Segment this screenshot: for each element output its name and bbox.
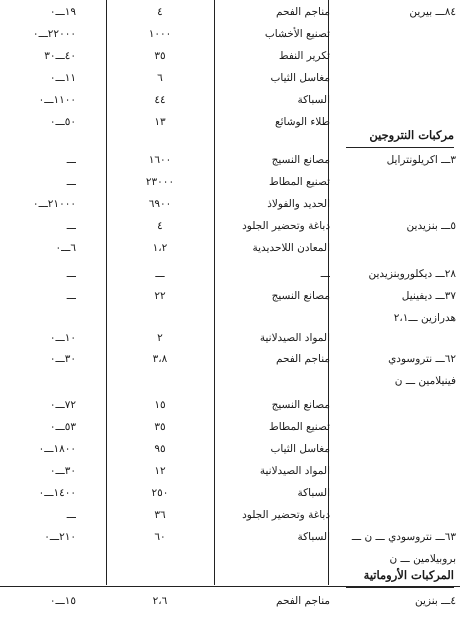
industry-cell: تصنيع المطاط	[268, 421, 330, 433]
range-cell: ـــ	[66, 220, 76, 232]
table-row	[0, 550, 460, 568]
industry-cell: دباغة وتحضير الجلود	[242, 509, 330, 521]
count-cell: ٤	[157, 220, 163, 232]
table-row	[0, 287, 460, 305]
compound-cell: ٢٨ـــ ديكلوروبنزيدين	[368, 268, 456, 280]
count-cell: ٩٥	[154, 443, 166, 455]
table-row	[0, 528, 460, 546]
range-cell: ـــ	[66, 154, 76, 166]
range-cell: ٢١٠ـــ٠	[44, 531, 76, 543]
range-cell: ٣٠ـــ٠	[49, 353, 76, 365]
compound-cell: بروبيلامين ـــ ن	[389, 553, 456, 565]
count-cell: ٣٥	[154, 421, 166, 433]
count-cell: ـــ	[155, 268, 165, 280]
count-cell: ٢٥٠	[151, 487, 169, 499]
table-row	[0, 506, 460, 524]
table-row	[0, 69, 460, 87]
compound-cell: ٤ـــ بنزين	[414, 595, 456, 607]
industry-cell: المواد الصيدلانية	[259, 465, 330, 477]
count-cell: ٦٠	[154, 531, 166, 543]
range-cell: ١٠ـــ٠	[49, 332, 76, 344]
table-row	[0, 396, 460, 414]
count-cell: ٣٥	[154, 50, 166, 62]
table-row	[0, 265, 460, 283]
section-underline	[346, 587, 454, 588]
industry-cell: ـــ	[320, 268, 330, 280]
industry-cell: مناجم الفحم	[275, 353, 330, 365]
table-row	[0, 418, 460, 436]
range-cell: ـــ	[66, 268, 76, 280]
count-cell: ١٦٠٠	[148, 154, 172, 166]
table-row	[0, 484, 460, 502]
count-cell: ١٣	[154, 116, 166, 128]
industry-cell: دباغة وتحضير الجلود	[242, 220, 330, 232]
table-row	[0, 329, 460, 347]
range-cell: ٧٢ـــ٠	[49, 399, 76, 411]
industry-cell: مناجم الفحم	[275, 6, 330, 18]
industry-cell: مغاسل الثياب	[270, 72, 330, 84]
table-row	[0, 3, 460, 21]
table-row	[0, 151, 460, 169]
table-row	[0, 440, 460, 458]
industry-cell: مصانع النسيج	[271, 399, 330, 411]
range-cell: ٤٠ـــ٣٠	[44, 50, 76, 62]
industry-cell: تصنيع الأخشاب	[264, 28, 330, 40]
industry-cell: طلاء الوشائع	[275, 116, 330, 128]
compound-cell: ٨٤ـــ بيرين	[409, 6, 456, 18]
industry-cell: المعادن اللاحديدية	[252, 242, 330, 254]
industry-cell: تكرير النفط	[278, 50, 330, 62]
industry-cell: مناجم الفحم	[275, 595, 330, 607]
count-cell: ٢	[157, 332, 163, 344]
table-row	[0, 239, 460, 257]
range-cell: ١١ـــ٠	[49, 72, 76, 84]
count-cell: ٢،٦	[152, 595, 168, 607]
count-cell: ٣،٨	[152, 353, 168, 365]
industry-cell: تصنيع المطاط	[268, 176, 330, 188]
range-cell: ١١٠٠ـــ٠	[38, 94, 76, 106]
range-cell: ٦ـــ٠	[55, 242, 76, 254]
count-cell: ١،٢	[152, 242, 168, 254]
industry-cell: مصانع النسيج	[271, 154, 330, 166]
range-cell: ٥٠ـــ٠	[49, 116, 76, 128]
compound-cell: فينيلامين ـــ ن	[394, 375, 456, 387]
range-cell: ١٩ـــ٠	[49, 6, 76, 18]
range-cell: ـــ	[66, 290, 76, 302]
compound-cell: هدرازين ـــ٢،١	[393, 312, 456, 324]
industry-cell: مصانع النسيج	[271, 290, 330, 302]
industry-cell: مغاسل الثياب	[270, 443, 330, 455]
table-row	[0, 217, 460, 235]
count-cell: ١٥	[154, 399, 166, 411]
compound-cell: ٥ـــ بنزيدين	[406, 220, 456, 232]
table-row	[0, 47, 460, 65]
table-row	[0, 350, 460, 368]
section-underline	[346, 147, 454, 148]
table-row	[0, 462, 460, 480]
industry-cell: السباكة	[297, 487, 330, 499]
count-cell: ٣٦	[154, 509, 166, 521]
industry-cell: الحديد والفولاذ	[267, 198, 330, 210]
section-heading: مركبات النتروجين	[369, 128, 454, 142]
count-cell: ٤	[157, 6, 163, 18]
table-row	[0, 592, 460, 610]
range-cell: ١٤٠٠ـــ٠	[38, 487, 76, 499]
count-cell: ١٠٠٠	[148, 28, 172, 40]
compound-cell: ٦٢ـــ نتروسودي	[388, 353, 456, 365]
industry-cell: السباكة	[297, 531, 330, 543]
compound-cell: ٣٧ـــ ديفينيل	[401, 290, 456, 302]
range-cell: ـــ	[66, 509, 76, 521]
table-row	[0, 91, 460, 109]
table-row	[0, 25, 460, 43]
count-cell: ٦	[157, 72, 163, 84]
count-cell: ٢٢	[154, 290, 166, 302]
range-cell: ٣٠ـــ٠	[49, 465, 76, 477]
compound-cell: ٦٣ـــ نتروسودي ـــ ن ـــ	[351, 531, 456, 543]
range-cell: ١٥ـــ٠	[49, 595, 76, 607]
compound-cell: ٣ـــ اكريلونترايل	[386, 154, 456, 166]
table-row	[0, 195, 460, 213]
table-row	[0, 372, 460, 390]
range-cell: ـــ	[66, 176, 76, 188]
table-row	[0, 173, 460, 191]
range-cell: ٢١٠٠٠ـــ٠	[32, 198, 76, 210]
count-cell: ٢٣٠٠٠	[145, 176, 175, 188]
industry-cell: المواد الصيدلانية	[259, 332, 330, 344]
industry-cell: السباكة	[297, 94, 330, 106]
count-cell: ٤٤	[154, 94, 166, 106]
table-row	[0, 309, 460, 327]
range-cell: ٥٣ـــ٠	[49, 421, 76, 433]
range-cell: ١٨٠٠ـــ٠	[38, 443, 76, 455]
count-cell: ١٢	[154, 465, 166, 477]
range-cell: ٢٢٠٠٠ـــ٠	[32, 28, 76, 40]
count-cell: ٦٩٠٠	[148, 198, 172, 210]
section-heading: المركبات الأروماتية	[363, 568, 454, 582]
